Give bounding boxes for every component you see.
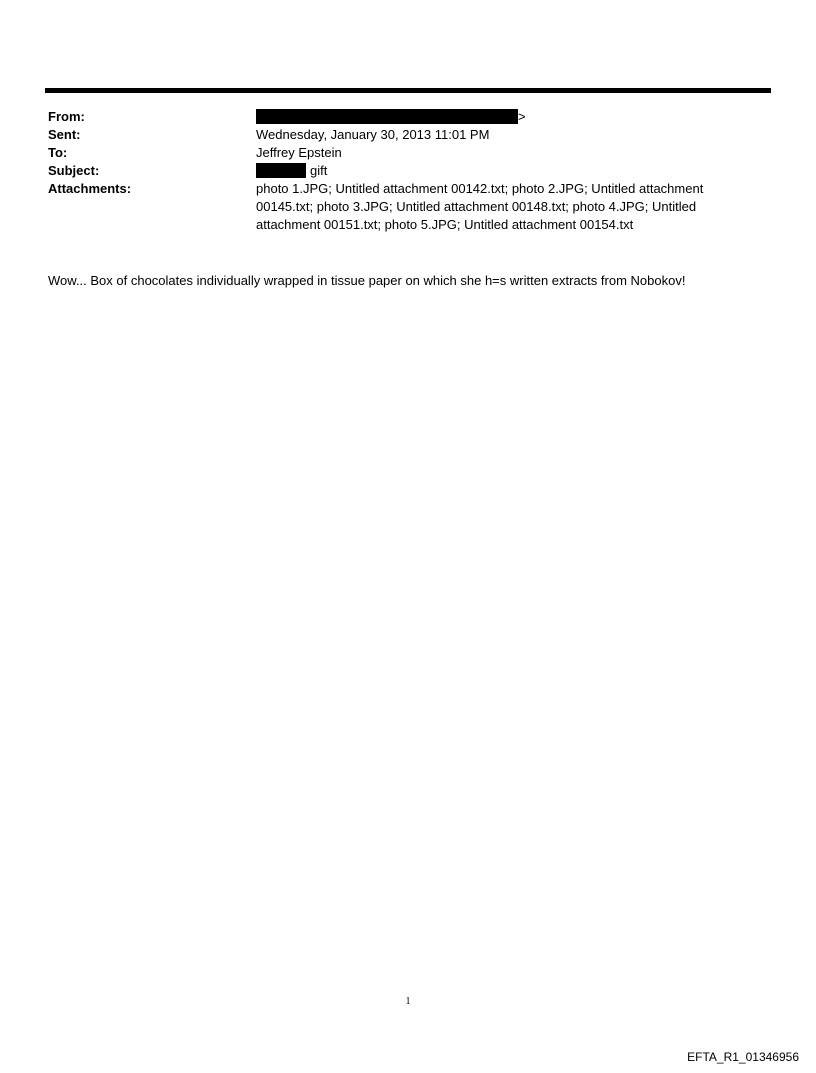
to-label: To: <box>48 145 68 160</box>
sent-value: Wednesday, January 30, 2013 11:01 PM <box>256 127 490 142</box>
page-number: 1 <box>405 996 411 1007</box>
email-header <box>48 108 748 234</box>
subject-value-wrap <box>256 162 748 180</box>
subject-label: Subject: <box>48 163 100 178</box>
header-divider <box>45 88 771 93</box>
sent-label: Sent: <box>48 127 81 142</box>
from-suffix: > <box>518 109 526 124</box>
subject-row <box>48 162 748 180</box>
from-row <box>48 108 748 126</box>
attachments-row <box>48 180 748 234</box>
email-body: Wow... Box of chocolates individually wrapped in tissue paper on which she h=s written extracts from Nobokov! <box>48 273 686 288</box>
redaction-box <box>256 109 518 124</box>
bates-number: EFTA_R1_01346956 <box>687 1050 799 1064</box>
subject-value: gift <box>310 163 328 178</box>
to-row <box>48 144 748 162</box>
from-label: From: <box>48 109 85 124</box>
redaction-box <box>256 163 306 178</box>
attachments-label: Attachments: <box>48 181 132 196</box>
from-value <box>256 108 748 126</box>
sent-row <box>48 126 748 144</box>
to-value: Jeffrey Epstein <box>256 145 342 160</box>
attachments-value: photo 1.JPG; Untitled attachment 00142.txt; photo 2.JPG; Untitled attachment 00145.txt; photo 3.JPG; Untitled attachment 00148.txt; photo 4.JPG; Untitled attachment 00151.txt; photo 5.JPG; Untitled attachment 00154.txt <box>256 181 704 232</box>
